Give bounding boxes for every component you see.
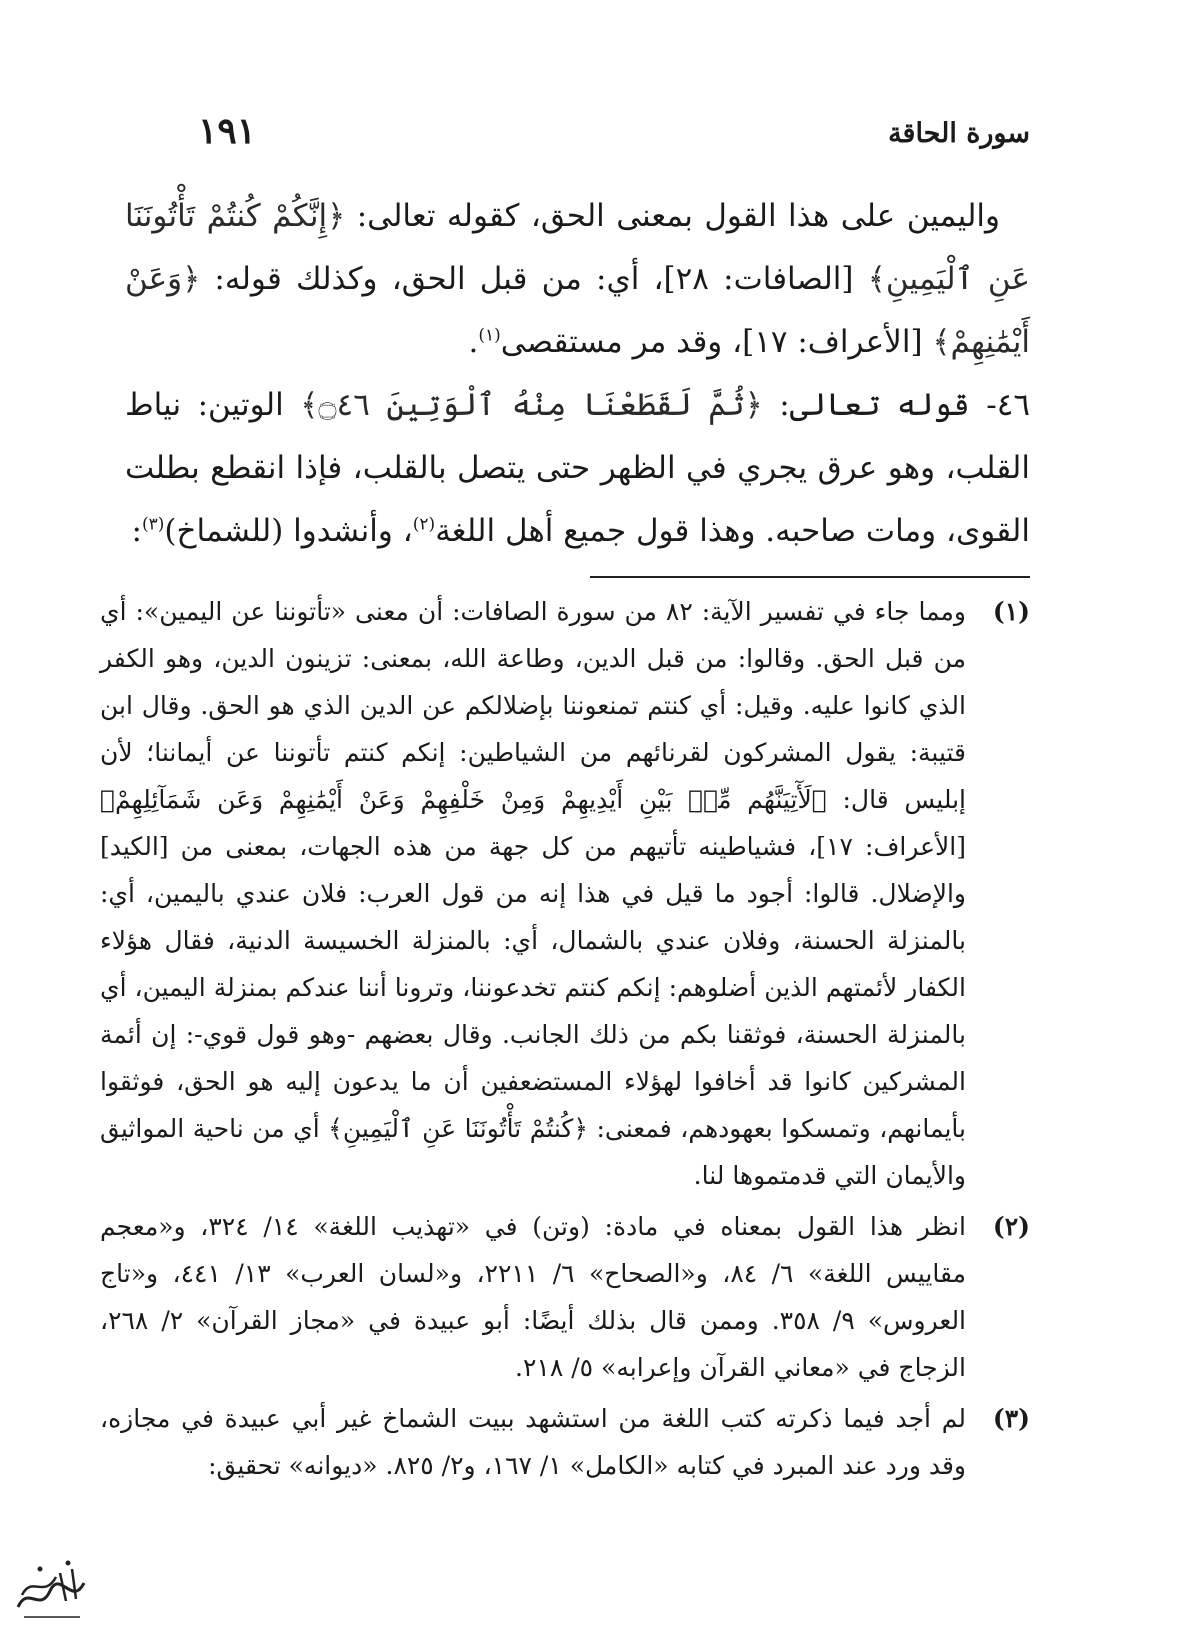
watermark-logo-icon xyxy=(10,1555,92,1627)
quran-verse: ﴿ثُمَّ لَقَطَعْنَا مِنْهُ ٱلْوَتِينَ ۝٤٦﴾ xyxy=(300,387,763,423)
footnote-text: لم أجد فيما ذكرته كتب اللغة من استشهد ببيت الشماخ غير أبي عبيدة في مجازه، وقد ورد عند المبرد في كتابه «الكامل» ١/ ١٦٧، و٢/ ٨٢٥. «ديوانه» تحقيق: xyxy=(100,1404,966,1480)
text-run: : xyxy=(131,513,142,549)
text-run: واليمين على هذا القول بمعنى الحق، كقوله تعالى: xyxy=(345,198,1000,234)
footnote-separator xyxy=(590,576,1030,578)
footnote-ref[interactable]: (١) xyxy=(478,325,501,346)
verse-number-label: ٤٦- قوله تعالى: xyxy=(762,387,1030,423)
page-number: ١٩١ xyxy=(198,110,257,152)
footnote-ref[interactable]: (٢) xyxy=(412,514,436,535)
footnote-2 xyxy=(100,1203,1030,1391)
footnote-1 xyxy=(100,588,1030,1199)
footnote-text: انظر هذا القول بمعناه في مادة: (وتن) في «تهذيب اللغة» ١٤/ ٣٢٤، و«معجم مقاييس اللغة» ٦/ ٨٤، و«الصحاح» ٦/ ٢٢١١، و«لسان العرب» ١٣/ ٤٤١، و«تاج العروس» ٩/ ٣٥٨. وممن قال بذلك أيضًا: أبو عبيدة في «مجاز القرآن» ٢/ ٢٦٨، الزجاج في «معاني القرآن وإعرابه» ٥/ ٢١٨. xyxy=(100,1212,967,1382)
footnotes xyxy=(100,588,1030,1493)
text-run: [الأعراف: ١٧]، وقد مر مستقصى xyxy=(500,324,933,360)
paragraph-2 xyxy=(125,374,1030,563)
footnote-number: (١) xyxy=(992,597,1030,626)
book-page xyxy=(100,0,1030,1650)
page-header xyxy=(110,108,1030,158)
quran-verse: ﴿وَعَنْ أَيْمَٰنِهِمْ﴾ xyxy=(125,261,1030,360)
footnote-ref[interactable]: (٣) xyxy=(141,514,165,535)
text-run: الوتين: نياط القلب، وهو عرق يجري في الظهر حتى يتصل بالقلب، فإذا انقطع بطلت القوى، ومات صاحبه. وهذا قول جميع أهل اللغة xyxy=(125,387,1030,549)
footnote-3 xyxy=(100,1395,1030,1489)
text-run: [الصافات: ٢٨]، أي: من قبل الحق، وكذلك قوله: xyxy=(200,261,868,297)
footnote-text: ومما جاء في تفسير الآية: ٨٢ من سورة الصافات: أن معنى «تأتوننا عن اليمين»: أي من قبل الحق. وقالوا: من قبل الدين، وطاعة الله، بمعنى: تزينون الدين، وهو الكفر الذي كانوا عليه. وقيل: أي كنتم تمنعوننا بإضلالكم عن الدين الذي هو الحق. وقال ابن قتيبة: يقول المشركون لقرنائهم من الشياطين: إنكم كنتم تأتوننا عن أيماننا؛ لأن إبليس قال: ﴿لَأٓتِيَنَّهُم مِّنۢ بَيْنِ أَيْدِيهِمْ وَمِنْ خَلْفِهِمْ وَعَنْ أَيْمَٰنِهِمْ وَعَن شَمَآئِلِهِمْ﴾ [الأعراف: ١٧]، فشياطينه تأتيهم من كل جهة من هذه الجهات، بمعنى من [الكيد] والإضلال. قالوا: أجود ما قيل في هذا إنه من قول العرب: فلان عندي باليمين، أي: بالمنزلة الحسنة، وفلان عندي بالشمال، أي: بالمنزلة الخسيسة الدنية، فقال هؤلاء الكفار لأئمتهم الذين أضلوهم: إنكم كنتم تخدعوننا، وترونا أننا عندكم بمنزلة اليمين، أي بالمنزلة الحسنة، فوثقنا بكم من ذلك الجانب. وقال بعضهم -وهو قول قوي-: إن أئمة المشركين كانوا قد أخافوا لهؤلاء المستضعفين أن ما يدعون إليه هو الحق، فوثقوا بأيمانهم، وتمسكوا بعهودهم، فمعنى: ﴿كُنتُمْ تَأْتُونَنَا عَنِ ٱلْيَمِينِ﴾ أي من ناحية المواثيق والأيمان التي قدمتموها لنا. xyxy=(100,597,966,1190)
paragraph-1 xyxy=(125,185,1030,374)
footnote-number: (٢) xyxy=(992,1212,1030,1241)
text-run: ، وأنشدوا (للشماخ) xyxy=(164,513,413,549)
quran-verse: ﴿إِنَّكُمْ كُنتُمْ تَأْتُونَنَا عَنِ ٱلْيَمِينِ﴾ xyxy=(125,198,1030,297)
text-run: . xyxy=(468,324,479,360)
footnote-number: (٣) xyxy=(992,1404,1030,1433)
surah-title: سورة الحاقة xyxy=(888,118,1030,149)
main-text xyxy=(125,185,1030,563)
